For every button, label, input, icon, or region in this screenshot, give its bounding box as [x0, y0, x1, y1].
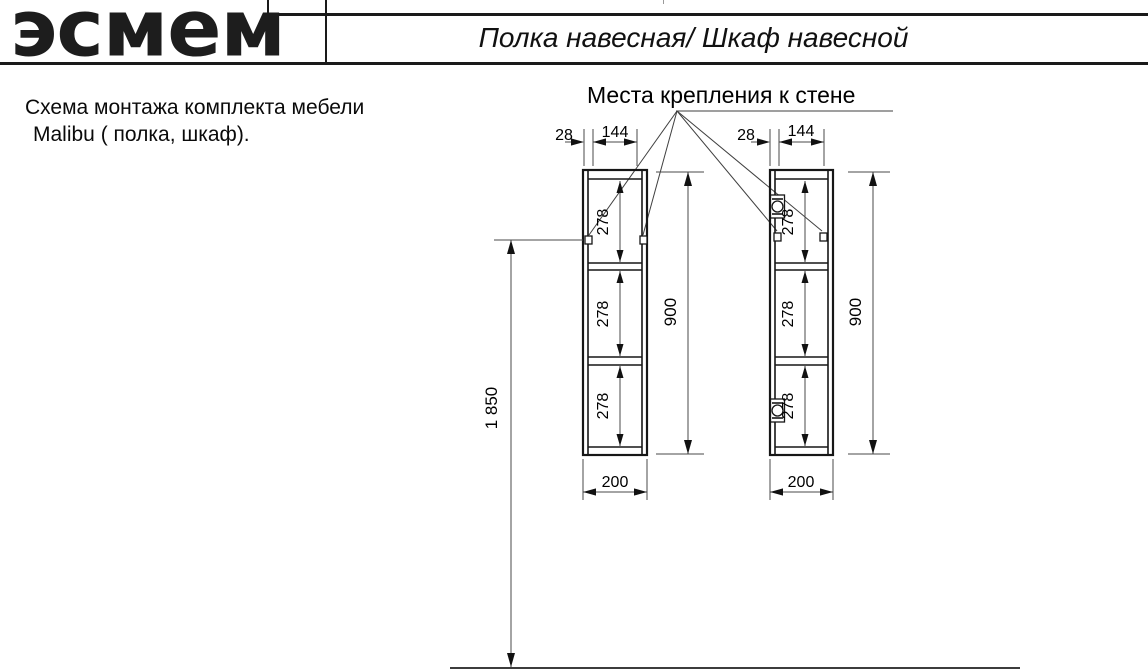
wall-fitting [585, 236, 592, 244]
wall-fitting [640, 236, 647, 244]
dim-top-right [737, 123, 824, 166]
dim-900: 900 [846, 297, 865, 327]
dim-28: 28 [555, 127, 573, 144]
leader-line [677, 111, 777, 231]
mounting-points-callout [587, 82, 893, 235]
dim-278: 278 [595, 208, 612, 236]
dim-278: 278 [780, 392, 797, 420]
dim-sections-left [595, 181, 624, 446]
dim-width-left [583, 459, 647, 500]
dim-28: 28 [737, 127, 755, 144]
brand-logo: эсмем [10, 0, 285, 75]
dim-sections-right [780, 181, 809, 446]
dim-900: 900 [661, 297, 680, 327]
dim-200: 200 [601, 474, 629, 491]
dim-height-right [846, 172, 890, 454]
dim-mounting-height [482, 240, 583, 667]
dim-278: 278 [780, 208, 797, 236]
assembly-note-line2: Malibu ( полка, шкаф). [33, 123, 250, 146]
dim-1850: 1 850 [482, 386, 501, 430]
dim-278: 278 [780, 300, 797, 328]
sheet-title-text: Полка навесная/ Шкаф навесной [478, 22, 909, 53]
cabinet-outline [583, 170, 647, 455]
dim-144: 144 [601, 124, 629, 141]
dim-top-left [555, 124, 637, 166]
dim-278: 278 [595, 300, 612, 328]
wall-fitting [820, 233, 827, 241]
dim-height-left [656, 172, 704, 454]
dim-278: 278 [595, 392, 612, 420]
left-cabinet [583, 170, 647, 455]
assembly-note-line1: Схема монтажа комплекта мебели [25, 96, 365, 119]
dim-144: 144 [787, 123, 815, 140]
mounting-label: Места крепления к стене [587, 82, 856, 108]
dim-200: 200 [787, 474, 815, 491]
dim-width-right [770, 459, 833, 500]
